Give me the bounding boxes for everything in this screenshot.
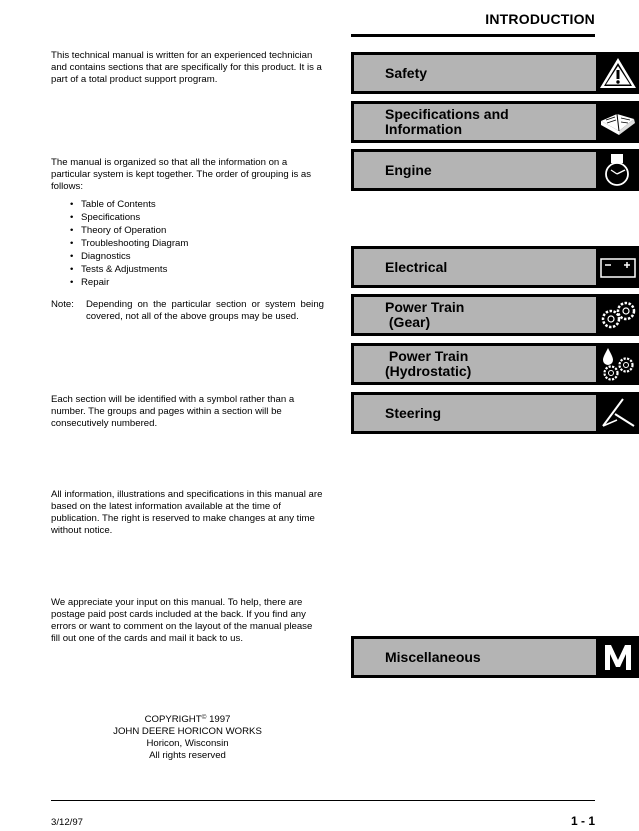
open-book-icon [597, 104, 639, 140]
note-block [51, 299, 324, 323]
footer-rule [51, 800, 595, 801]
list-item: • Theory of Operation [70, 224, 320, 237]
section-label: Power Train (Gear) [385, 299, 465, 330]
feedback-paragraph: We appreciate your input on this manual. To help, there are postage paid post cards included at the back. If you find any errors or want to comment on the layout of the manual please fill out one of the cards and mail it back to us. [51, 597, 313, 644]
list-item: • Specifications [70, 211, 320, 224]
section-label: Miscellaneous [385, 648, 481, 665]
section-label: Safety [385, 64, 428, 81]
company-name: JOHN DEERE HORICON WORKS [113, 726, 262, 737]
list-item: • Troubleshooting Diagram [70, 237, 320, 250]
section-label: Engine [385, 161, 432, 178]
symbol-paragraph: Each section will be identified with a symbol rather than a number. The groups and pages within a section will be consecutively numbered. [51, 394, 295, 429]
section-tab-electrical[interactable] [351, 246, 639, 288]
section-tab-power-train-gear[interactable] [351, 294, 639, 336]
intro-paragraph: This technical manual is written for an experienced technician and contains sections that are specifically for this product. It is a part of a total product support program. [51, 50, 322, 85]
page-title: INTRODUCTION [485, 11, 595, 27]
rights-statement: All rights reserved [149, 750, 226, 761]
section-label: Electrical [385, 258, 448, 275]
header-rule [351, 34, 595, 37]
section-tab-power-train-hydrostatic[interactable] [351, 343, 639, 385]
section-tab-engine[interactable] [351, 149, 639, 191]
company-location: Horicon, Wisconsin [146, 738, 229, 749]
section-tab-specifications[interactable] [351, 101, 639, 143]
section-tab-safety[interactable] [351, 52, 639, 94]
copyright-symbol: © [201, 714, 207, 721]
page-number: 1 - 1 [570, 814, 595, 828]
letter-m-icon [597, 639, 639, 675]
section-label: Specifications and Information [385, 106, 509, 137]
steering-icon [597, 395, 639, 431]
list-item: • Table of Contents [70, 198, 320, 211]
section-tab-miscellaneous[interactable] [351, 636, 639, 678]
disclaimer-paragraph: All information, illustrations and specifications in this manual are based on the latest information available at the time of publication. The right is reserved to make changes at any time without notice. [51, 489, 323, 536]
group-list [70, 198, 320, 289]
section-tab-steering[interactable] [351, 392, 639, 434]
note-text: Depending on the particular section or system being covered, not all of the above groups may be used. [86, 299, 324, 322]
section-label: Steering [385, 404, 442, 421]
note-label: Note: [51, 299, 74, 310]
warning-triangle-icon [597, 55, 639, 91]
list-item: • Diagnostics [70, 250, 320, 263]
copyright-block [51, 714, 324, 762]
gears-icon [597, 297, 639, 333]
copyright-line: COPYRIGHT© 1997 [144, 714, 231, 725]
footer-date: 3/12/97 [51, 817, 84, 828]
engine-gauge-icon [597, 152, 639, 188]
oil-drop-gears-icon [597, 346, 639, 382]
section-label: Power Train (Hydrostatic) [385, 348, 472, 379]
list-item: • Repair [70, 276, 320, 289]
battery-icon [597, 249, 639, 285]
list-item: • Tests & Adjustments [70, 263, 320, 276]
organization-paragraph: The manual is organized so that all the information on a particular system is kept together. The order of grouping is as follows: [51, 157, 312, 192]
